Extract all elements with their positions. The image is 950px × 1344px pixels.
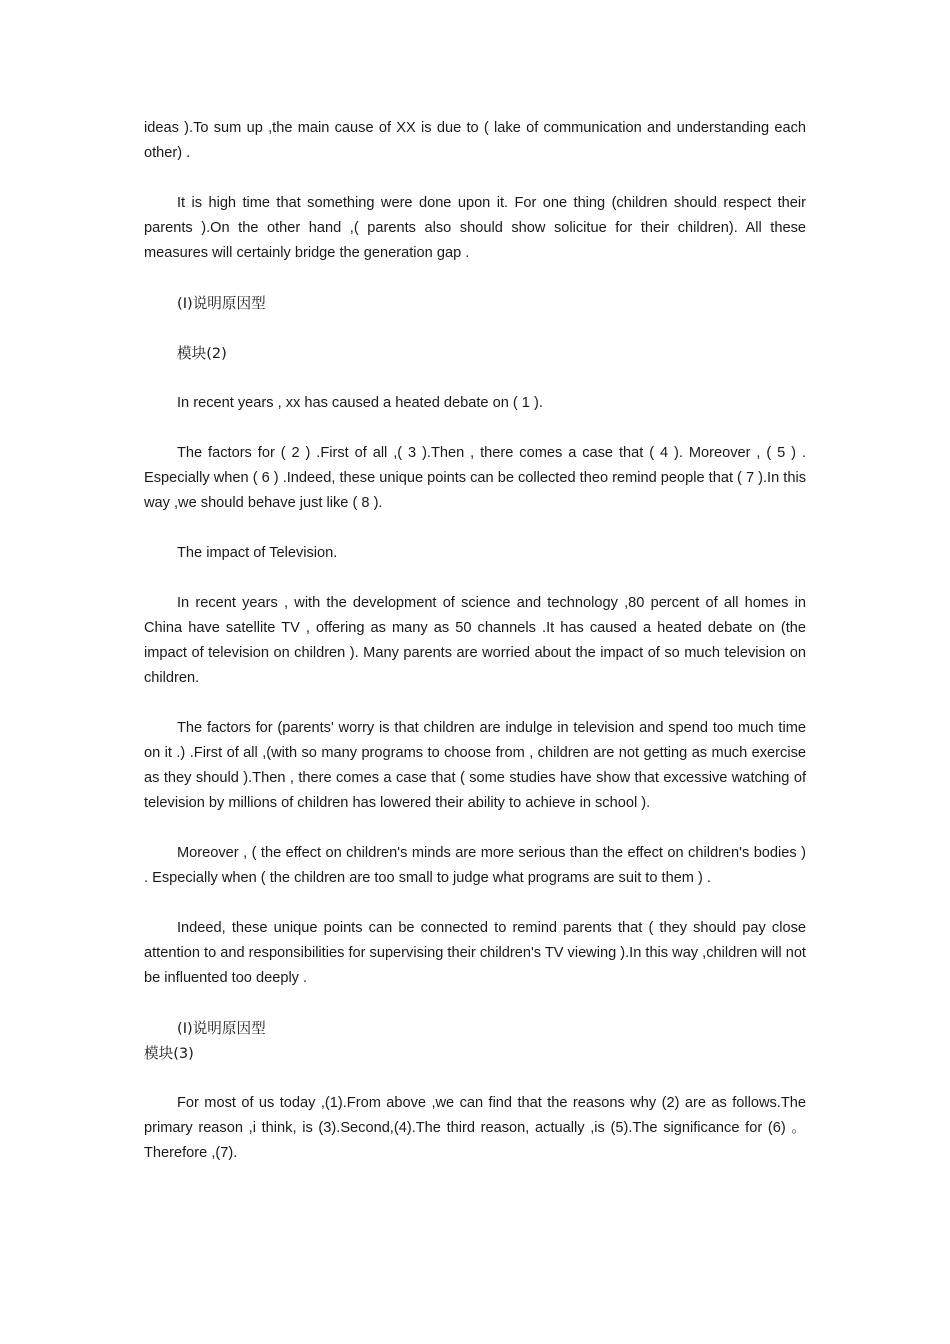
module-heading-3: 模块(3) — [144, 1045, 194, 1062]
section-label-cause-type: (I)说明原因型 — [177, 295, 266, 312]
template-intro: In recent years , xx has caused a heated debate on ( 1 ). — [177, 395, 543, 411]
essay-title: The impact of Television. — [177, 545, 338, 561]
section-label-cause-type-2: (I)说明原因型 — [177, 1020, 266, 1037]
template-reasons: For most of us today ,(1).From above ,we can find that the reasons why (2) are as follows.The primary reason ,i think, is (3).Second,(4).The third reason, actually ,is (5).The significance for (6) 。Therefore ,(7). — [144, 1095, 806, 1161]
template-factors: The factors for ( 2 ) .First of all ,( 3 ).Then , there comes a case that ( 4 ). Moreover , ( 5 ) . Especially when ( 6 ) .Indeed, these unique points can be collected theo remind people that ( 7 ).In this way ,we should behave just like ( 8 ). — [144, 445, 806, 511]
paragraph-measures: It is high time that something were done upon it. For one thing (children should respect their parents ).On the other hand ,( parents also should show solicitue for their children). All these measures will certainly bridge the generation gap . — [144, 195, 806, 261]
paragraph-conclusion-cause: ideas ).To sum up ,the main cause of XX is due to ( lake of communication and understanding each other) . — [144, 120, 806, 161]
essay-conclusion: Indeed, these unique points can be connected to remind parents that ( they should pay close attention to and responsibilities for supervising their children's TV viewing ).In this way ,children will not be influented too deeply . — [144, 920, 806, 986]
module-heading-2: 模块(2) — [177, 345, 227, 362]
document-page — [144, 116, 806, 1191]
essay-factors: The factors for (parents' worry is that children are indulge in television and spend too much time on it .) .First of all ,(with so many programs to choose from , children are not getting as much exercise as they should ).Then , there comes a case that ( some studies have show that excessive watching of television by millions of children has lowered their ability to achieve in school ). — [144, 720, 806, 811]
essay-moreover: Moreover , ( the effect on children's minds are more serious than the effect on children's bodies ) . Especially when ( the children are too small to judge what programs are suit to them ) . — [144, 845, 806, 886]
essay-intro: In recent years , with the development of science and technology ,80 percent of all homes in China have satellite TV , offering as many as 50 channels .It has caused a heated debate on (the impact of television on children ). Many parents are worried about the impact of so much television on children. — [144, 595, 806, 686]
